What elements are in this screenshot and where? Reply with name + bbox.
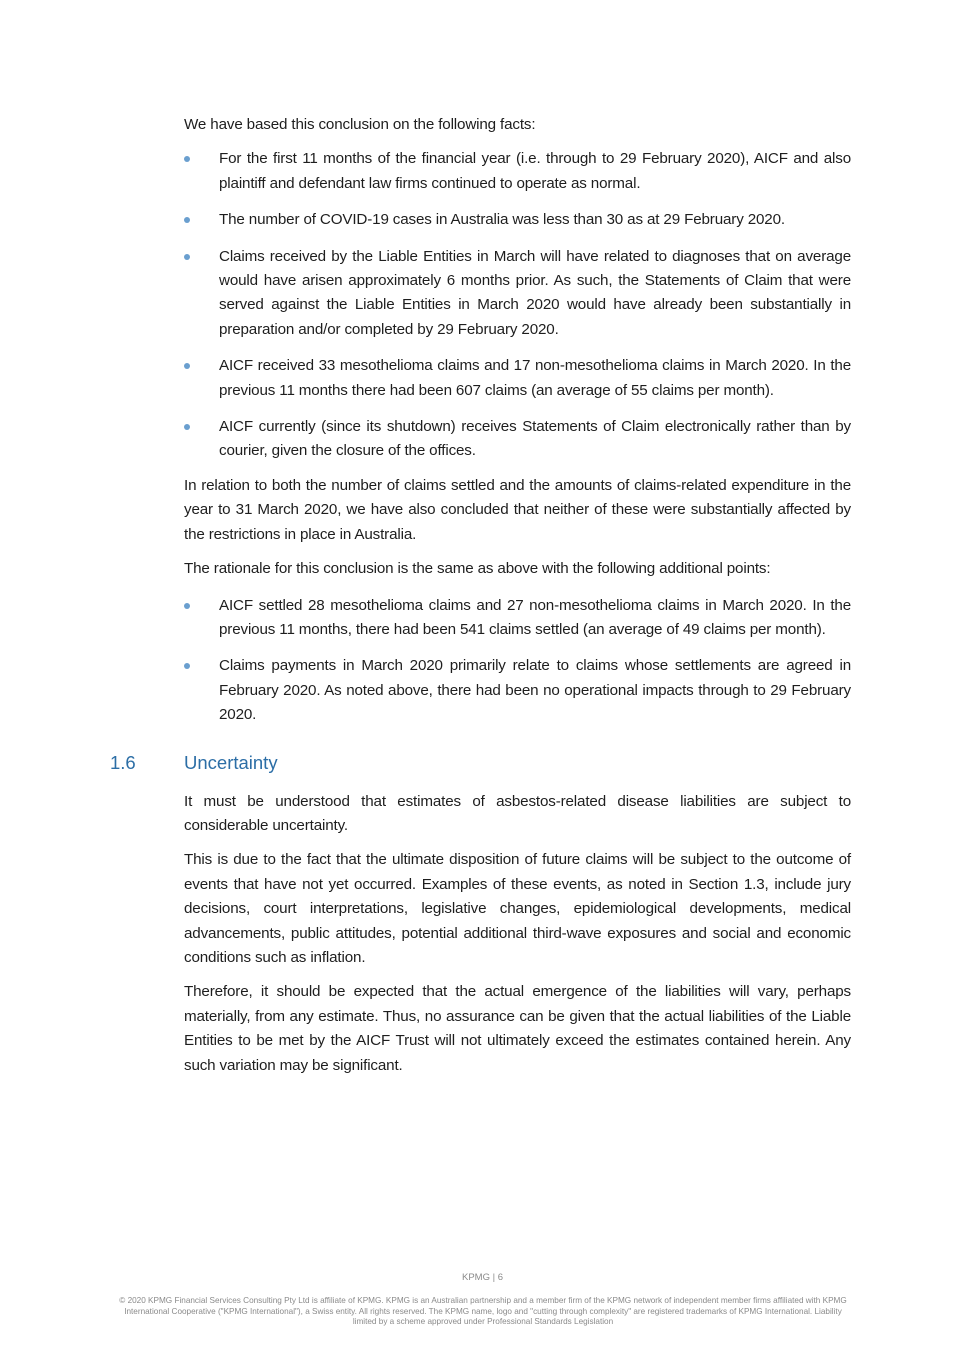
bullet-icon bbox=[184, 254, 190, 260]
rationale-paragraph: The rationale for this conclusion is the same as above with the following additional points: bbox=[184, 560, 771, 578]
section-number: 1.6 bbox=[110, 751, 136, 773]
bullet-icon bbox=[184, 663, 190, 669]
intro-paragraph: We have based this conclusion on the following facts: bbox=[184, 116, 536, 133]
section-heading bbox=[110, 750, 851, 776]
settled-paragraph: In relation to both the number of claims settled and the amounts of claims-related expenditure in the year to 31 March 2020, we have also concluded that neither of these were substantially affected by the restrictions in place in Australia. bbox=[184, 476, 851, 543]
list-item: The number of COVID-19 cases in Australia was less than 30 as at 29 February 2020. bbox=[184, 208, 851, 232]
bullet-icon bbox=[184, 363, 190, 369]
bullet-icon bbox=[184, 424, 190, 430]
legal-disclaimer: © 2020 KPMG Financial Services Consulting Pty Ltd is affiliate of KPMG. KPMG is an Australian partnership and a member firm of the KPMG network of independent member firms affiliated with KPMG International Cooperative ("KPMG International"), a Swiss entity. All rights reserved. The KPMG name, logo and "cutting through complexity" are registered trademarks of KPMG International. Liability limited by a scheme approved under Professional Standards Legislation bbox=[119, 1296, 847, 1326]
bullet-icon bbox=[184, 156, 190, 162]
page-content bbox=[110, 113, 851, 1088]
list-item: Claims received by the Liable Entities in March will have related to diagnoses that on average would have arisen approximately 6 months prior. As such, the Statements of Claim that were served against the Liable Entities in March 2020 would have already been substantially in preparation and/or completed by 29 February 2020. bbox=[184, 245, 851, 343]
bullet-icon bbox=[184, 603, 190, 609]
additional-points-bullet-list bbox=[184, 594, 851, 728]
section-title: Uncertainty bbox=[184, 751, 278, 773]
list-item: AICF currently (since its shutdown) receives Statements of Claim electronically rather than by courier, given the closure of the offices. bbox=[184, 415, 851, 464]
bullet-icon bbox=[184, 217, 190, 223]
page-number-footer: KPMG | 6 bbox=[461, 1272, 503, 1283]
list-item: Claims payments in March 2020 primarily relate to claims whose settlements are agreed in February 2020. As noted above, there had been no operational impacts through to 29 February 2020. bbox=[184, 654, 851, 727]
facts-bullet-list bbox=[184, 147, 851, 463]
uncertainty-paragraph: It must be understood that estimates of asbestos-related disease liabilities are subject to considerable uncertainty. bbox=[184, 792, 851, 834]
list-item: For the first 11 months of the financial year (i.e. through to 29 February 2020), AICF and also plaintiff and defendant law firms continued to operate as normal. bbox=[184, 147, 851, 196]
uncertainty-paragraph: Therefore, it should be expected that the actual emergence of the liabilities will vary, perhaps materially, from any estimate. Thus, no assurance can be given that the actual liabilities of the Liable Entities to be met by the AICF Trust will not ultimately exceed the estimates contained herein. Any such variation may be significant. bbox=[184, 983, 851, 1074]
list-item: AICF settled 28 mesothelioma claims and 27 non-mesothelioma claims in March 2020. In the previous 11 months, there had been 541 claims settled (an average of 49 claims per month). bbox=[184, 594, 851, 643]
uncertainty-paragraph: This is due to the fact that the ultimate disposition of future claims will be subject to the outcome of events that have not yet occurred. Examples of these events, as noted in Section 1.3, include jury decisions, court interpretations, legislative changes, epidemiological developments, medical advancements, public attitudes, potential additional third-wave exposures and social and economic conditions such as inflation. bbox=[184, 851, 851, 966]
list-item: AICF received 33 mesothelioma claims and 17 non-mesothelioma claims in March 2020. In the previous 11 months there had been 607 claims (an average of 55 claims per month). bbox=[184, 354, 851, 403]
